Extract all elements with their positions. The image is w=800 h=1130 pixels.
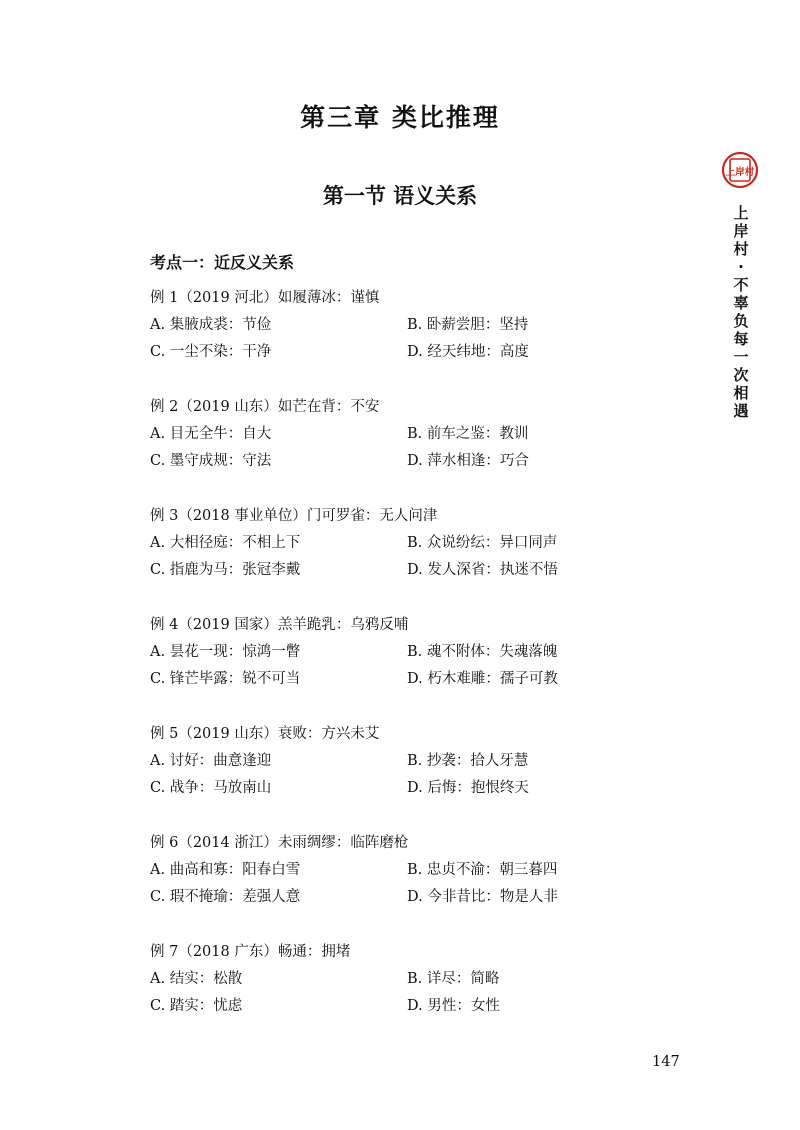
seal-logo-icon bbox=[720, 150, 760, 190]
option-a: A. 大相径庭：不相上下 bbox=[150, 535, 301, 551]
option-c: C. 墨守成规：守法 bbox=[150, 453, 272, 469]
example-item bbox=[150, 394, 650, 475]
options-row bbox=[150, 312, 650, 339]
example-stem: 例 5（2019 山东）衰败：方兴未艾 bbox=[150, 726, 380, 742]
option-a: A. 结实：松散 bbox=[150, 971, 243, 987]
option-a: A. 曲高和寡：阳春白雪 bbox=[150, 862, 301, 878]
options-row bbox=[150, 857, 650, 884]
option-b: B. 卧薪尝胆：坚持 bbox=[407, 317, 529, 333]
option-d: D. 今非昔比：物是人非 bbox=[407, 889, 558, 905]
option-d: D. 萍水相逢：巧合 bbox=[407, 453, 529, 469]
option-a: A. 讨好：曲意逢迎 bbox=[150, 753, 272, 769]
options-row bbox=[150, 448, 650, 475]
option-b: B. 前车之鉴：教训 bbox=[407, 426, 529, 442]
option-c: C. 踏实：忧虑 bbox=[150, 998, 243, 1014]
examples-list bbox=[150, 285, 650, 1048]
chapter-title: 第三章 类比推理 bbox=[300, 103, 500, 132]
slogan-char: 不 bbox=[733, 276, 749, 294]
options-row bbox=[150, 421, 650, 448]
options-row bbox=[150, 748, 650, 775]
example-stem: 例 7（2018 广东）畅通：拥堵 bbox=[150, 944, 351, 960]
example-stem: 例 6（2014 浙江）未雨绸缪：临阵磨枪 bbox=[150, 835, 409, 851]
slogan-char: 每 bbox=[733, 330, 749, 348]
option-c: C. 战争：马放南山 bbox=[150, 780, 272, 796]
options-row bbox=[150, 666, 650, 693]
point-heading: 考点一：近反义关系 bbox=[150, 253, 295, 272]
options-row bbox=[150, 993, 650, 1020]
slogan-char: · bbox=[738, 258, 744, 276]
side-slogan bbox=[731, 204, 751, 420]
section-title: 第一节 语义关系 bbox=[322, 184, 478, 208]
option-d: D. 后悔：抱恨终天 bbox=[407, 780, 529, 796]
options-row bbox=[150, 966, 650, 993]
example-item bbox=[150, 830, 650, 911]
slogan-char: 负 bbox=[733, 312, 749, 330]
page-number: 147 bbox=[652, 1054, 680, 1070]
example-stem: 例 2（2019 山东）如芒在背：不安 bbox=[150, 399, 380, 415]
example-item bbox=[150, 939, 650, 1020]
svg-text:上岸村: 上岸村 bbox=[725, 167, 755, 178]
options-row bbox=[150, 639, 650, 666]
option-a: A. 昙花一现：惊鸿一瞥 bbox=[150, 644, 301, 660]
option-b: B. 魂不附体：失魂落魄 bbox=[407, 644, 558, 660]
slogan-char: 辜 bbox=[733, 294, 749, 312]
slogan-char: 次 bbox=[733, 366, 749, 384]
options-row bbox=[150, 339, 650, 366]
option-d: D. 朽木难雕：孺子可教 bbox=[407, 671, 558, 687]
option-c: C. 一尘不染：干净 bbox=[150, 344, 272, 360]
option-d: D. 男性：女性 bbox=[407, 998, 500, 1014]
slogan-char: 遇 bbox=[733, 402, 749, 420]
option-b: B. 忠贞不渝：朝三暮四 bbox=[407, 862, 558, 878]
slogan-char: 上 bbox=[733, 204, 749, 222]
option-a: A. 目无全牛：自大 bbox=[150, 426, 272, 442]
options-row bbox=[150, 775, 650, 802]
option-c: C. 瑕不掩瑜：差强人意 bbox=[150, 889, 301, 905]
options-row bbox=[150, 530, 650, 557]
example-stem: 例 1（2019 河北）如履薄冰：谨慎 bbox=[150, 290, 380, 306]
example-stem: 例 4（2019 国家）羔羊跪乳：乌鸦反哺 bbox=[150, 617, 409, 633]
slogan-char: 相 bbox=[733, 384, 749, 402]
option-b: B. 众说纷纭：异口同声 bbox=[407, 535, 558, 551]
option-d: D. 经天纬地：高度 bbox=[407, 344, 529, 360]
example-stem: 例 3（2018 事业单位）门可罗雀：无人问津 bbox=[150, 508, 438, 524]
option-c: C. 锋芒毕露：锐不可当 bbox=[150, 671, 301, 687]
option-d: D. 发人深省：执迷不悟 bbox=[407, 562, 558, 578]
slogan-char: 村 bbox=[733, 240, 749, 258]
example-item bbox=[150, 612, 650, 693]
option-b: B. 详尽：简略 bbox=[407, 971, 500, 987]
slogan-char: 一 bbox=[733, 348, 749, 366]
options-row bbox=[150, 884, 650, 911]
options-row bbox=[150, 557, 650, 584]
slogan-char: 岸 bbox=[733, 222, 749, 240]
example-item bbox=[150, 721, 650, 802]
option-c: C. 指鹿为马：张冠李戴 bbox=[150, 562, 301, 578]
example-item bbox=[150, 285, 650, 366]
example-item bbox=[150, 503, 650, 584]
option-b: B. 抄袭：拾人牙慧 bbox=[407, 753, 529, 769]
option-a: A. 集腋成裘：节俭 bbox=[150, 317, 272, 333]
